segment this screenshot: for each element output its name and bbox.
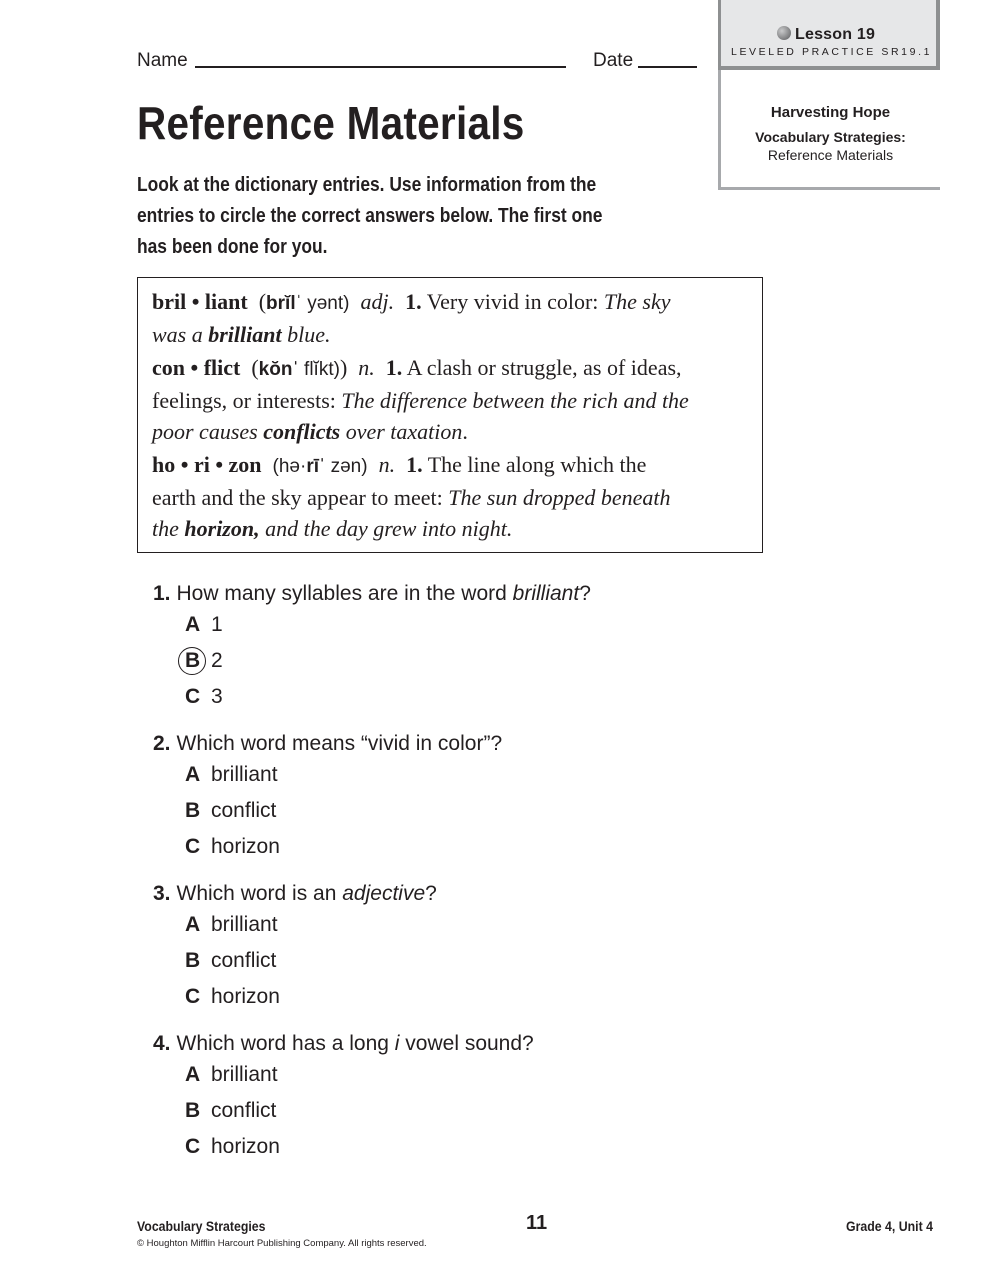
lesson-skill: Vocabulary Strategies: [755, 129, 906, 145]
page-title: Reference Materials [137, 97, 525, 149]
lesson-tab [718, 0, 940, 190]
question-4: 4. Which word has a long i vowel sound? [153, 1032, 534, 1055]
dictionary-entry-brilliant: bril • liant (brĭlˈ yənt) adj. 1. Very vivid in color: The sky was a brilliant blue. [152, 289, 671, 347]
question-4-option-b[interactable]: B conflict [185, 1099, 277, 1122]
example: The sun dropped beneath [448, 485, 671, 510]
part-of-speech: n. [378, 452, 396, 477]
question-1: 1. How many syllables are in the word brilliant? [153, 582, 591, 605]
footer-grade-unit: Grade 4, Unit 4 [846, 1218, 933, 1234]
definition: The line along which the [427, 452, 647, 477]
dictionary-entry-horizon: ho • ri • zon (hə·rīˈ zən) n. 1. The line along which the earth and the sky appear to meet: The sun dropped beneath the horizon, and the day grew into night. [152, 452, 671, 541]
dictionary-entry-conflict: con • flict (kŏnˈ flĭkt)) n. 1. A clash or struggle, as of ideas, feelings, or interests: The difference between the rich and the poor causes conflicts over taxation. [152, 355, 689, 444]
definition: A clash or struggle, as of ideas, [406, 355, 682, 380]
bullet-icon [777, 26, 791, 40]
lesson-header [718, 0, 940, 70]
footer-section-label: Vocabulary Strategies [137, 1218, 266, 1234]
question-3: 3. Which word is an adjective? [153, 882, 437, 905]
pronunciation: brĭlˈ yənt) [266, 293, 350, 314]
question-1-option-b[interactable]: B 2 [185, 649, 223, 673]
answer-circle [178, 647, 206, 675]
directions-line: Look at the dictionary entries. Use information from the [137, 174, 597, 196]
lesson-topic: Reference Materials [767, 147, 894, 163]
question-1-option-a[interactable]: A 1 [185, 613, 223, 636]
directions [137, 170, 602, 263]
question-4-option-a[interactable]: A brilliant [185, 1063, 278, 1086]
example-keyword: horizon, [184, 516, 260, 541]
lesson-title: Lesson 19 [777, 26, 875, 44]
sense-number: 1. [385, 355, 403, 380]
directions-line: entries to circle the correct answers below. The first one [137, 205, 603, 227]
headword: bril • liant [152, 289, 248, 314]
dictionary-box [137, 277, 763, 553]
part-of-speech: n. [358, 355, 375, 380]
question-4-option-c[interactable]: C horizon [185, 1135, 280, 1158]
question-2-option-b[interactable]: B conflict [185, 799, 277, 822]
example-keyword: conflicts [263, 419, 341, 444]
sense-number: 1. [406, 452, 423, 477]
sense-number: 1. [405, 289, 422, 314]
question-3-option-a[interactable]: A brilliant [185, 913, 278, 936]
question-3-option-b[interactable]: B conflict [185, 949, 277, 972]
page-number: 11 [526, 1212, 548, 1234]
date-label: Date [593, 50, 634, 71]
headword: ho • ri • zon [152, 452, 262, 477]
footer-copyright: © Houghton Mifflin Harcourt Publishing Company. All rights reserved. [137, 1238, 427, 1249]
question-3-option-c[interactable]: C horizon [185, 985, 280, 1008]
example: The difference between the rich and the [341, 388, 689, 413]
question-2-option-a[interactable]: A brilliant [185, 763, 278, 786]
directions-line: has been done for you. [137, 236, 328, 258]
lesson-code: LEVELED PRACTICE SR19.1 [731, 46, 933, 58]
pronunciation: kŏnˈ flĭkt) [258, 359, 340, 380]
question-2: 2. Which word means “vivid in color”? [153, 732, 503, 755]
part-of-speech: adj. [360, 289, 395, 314]
example: The sky [603, 289, 671, 314]
lesson-info [718, 70, 940, 190]
example-keyword: brilliant [208, 322, 282, 347]
definition: Very vivid in color: [426, 289, 599, 314]
date-field[interactable] [638, 66, 697, 68]
question-2-option-c[interactable]: C horizon [185, 835, 280, 858]
name-label: Name [137, 50, 188, 71]
name-field[interactable] [195, 66, 566, 68]
pronunciation: (hə·rīˈ zən) [272, 456, 368, 477]
question-1-option-c[interactable]: C 3 [185, 685, 223, 708]
headword: con • flict [152, 355, 241, 380]
lesson-story: Harvesting Hope [770, 104, 891, 121]
